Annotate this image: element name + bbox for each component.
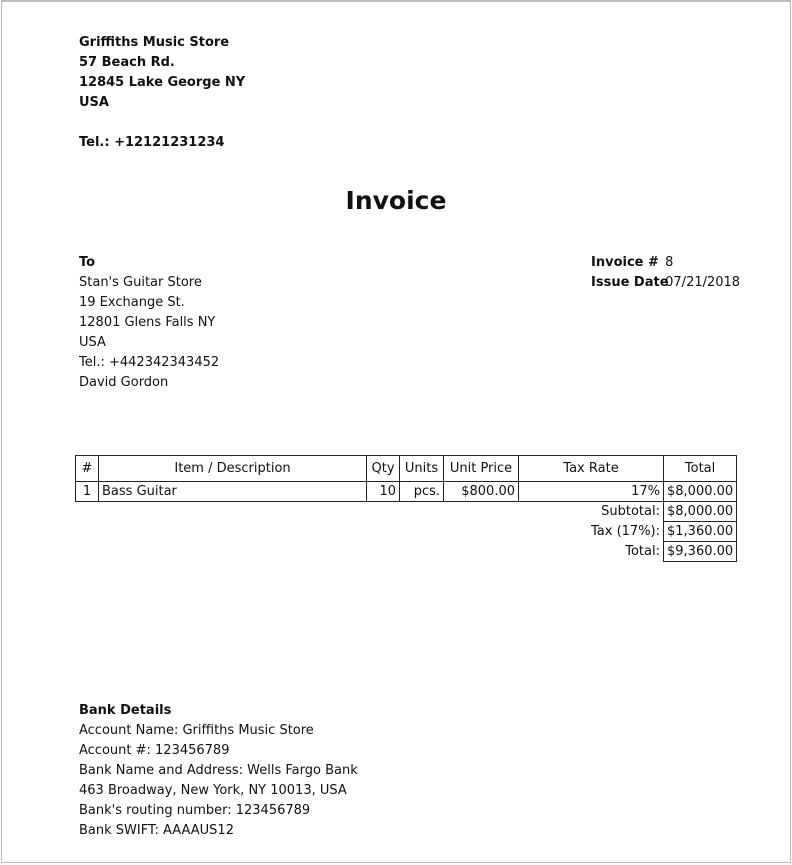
recipient-street: 19 Exchange St. bbox=[79, 295, 185, 310]
total-row bbox=[76, 542, 737, 562]
item-number: 1 bbox=[76, 482, 99, 502]
bank-routing: Bank's routing number: 123456789 bbox=[79, 803, 311, 818]
bank-heading: Bank Details bbox=[79, 703, 172, 718]
issue-date-label: Issue Date bbox=[591, 275, 669, 290]
tax-row bbox=[76, 522, 737, 542]
recipient-contact: David Gordon bbox=[79, 375, 169, 390]
column-header-unit-price: Unit Price bbox=[444, 456, 519, 482]
invoice-title: Invoice bbox=[345, 186, 447, 215]
tax-label: Tax (17%): bbox=[591, 524, 660, 539]
column-header-tax-rate: Tax Rate bbox=[519, 456, 664, 482]
item-total: $8,000.00 bbox=[664, 482, 737, 502]
column-header-number: # bbox=[76, 456, 99, 482]
item-units: pcs. bbox=[400, 482, 444, 502]
bank-swift: Bank SWIFT: AAAAUS12 bbox=[79, 823, 234, 838]
column-header-total: Total bbox=[664, 456, 737, 482]
table-header-row bbox=[76, 456, 737, 482]
item-qty: 10 bbox=[367, 482, 400, 502]
seller-name: Griffiths Music Store bbox=[79, 35, 230, 50]
recipient-name: Stan's Guitar Store bbox=[79, 275, 202, 290]
bank-details bbox=[79, 701, 358, 841]
recipient-heading: To bbox=[79, 255, 96, 270]
column-header-description: Item / Description bbox=[99, 456, 367, 482]
subtotal-row bbox=[76, 502, 737, 522]
item-description: Bass Guitar bbox=[99, 482, 367, 502]
column-header-qty: Qty bbox=[367, 456, 400, 482]
seller-spacer bbox=[79, 113, 245, 133]
seller-city: 12845 Lake George NY bbox=[79, 75, 246, 90]
subtotal-label: Subtotal: bbox=[601, 504, 660, 520]
invoice-meta bbox=[591, 253, 740, 293]
issue-date-value: 07/21/2018 bbox=[665, 275, 741, 290]
recipient-block bbox=[79, 253, 219, 393]
recipient-country: USA bbox=[79, 335, 106, 350]
invoice-page bbox=[1, 0, 791, 863]
total-value: $9,360.00 bbox=[664, 542, 737, 562]
invoice-number-value: 8 bbox=[665, 255, 674, 270]
seller-tel: Tel.: +12121231234 bbox=[79, 135, 225, 150]
invoice-number-label: Invoice # bbox=[591, 255, 659, 270]
recipient-tel: Tel.: +442342343452 bbox=[79, 355, 220, 370]
item-tax-rate: 17% bbox=[519, 482, 664, 502]
invoice-number-row bbox=[591, 253, 740, 273]
column-header-units: Units bbox=[400, 456, 444, 482]
issue-date-row bbox=[591, 273, 740, 293]
seller-block bbox=[79, 33, 245, 153]
bank-address: 463 Broadway, New York, NY 10013, USA bbox=[79, 783, 347, 798]
table-row bbox=[76, 482, 737, 502]
subtotal-value: $8,000.00 bbox=[664, 502, 737, 522]
item-unit-price: $800.00 bbox=[444, 482, 519, 502]
items-table bbox=[75, 455, 737, 562]
seller-street: 57 Beach Rd. bbox=[79, 55, 175, 70]
total-label: Total: bbox=[625, 544, 660, 559]
bank-account-name: Account Name: Griffiths Music Store bbox=[79, 723, 314, 738]
bank-account-number: Account #: 123456789 bbox=[79, 743, 230, 758]
bank-name: Bank Name and Address: Wells Fargo Bank bbox=[79, 763, 358, 778]
recipient-city: 12801 Glens Falls NY bbox=[79, 315, 216, 330]
seller-country: USA bbox=[79, 95, 109, 110]
tax-value: $1,360.00 bbox=[664, 522, 737, 542]
